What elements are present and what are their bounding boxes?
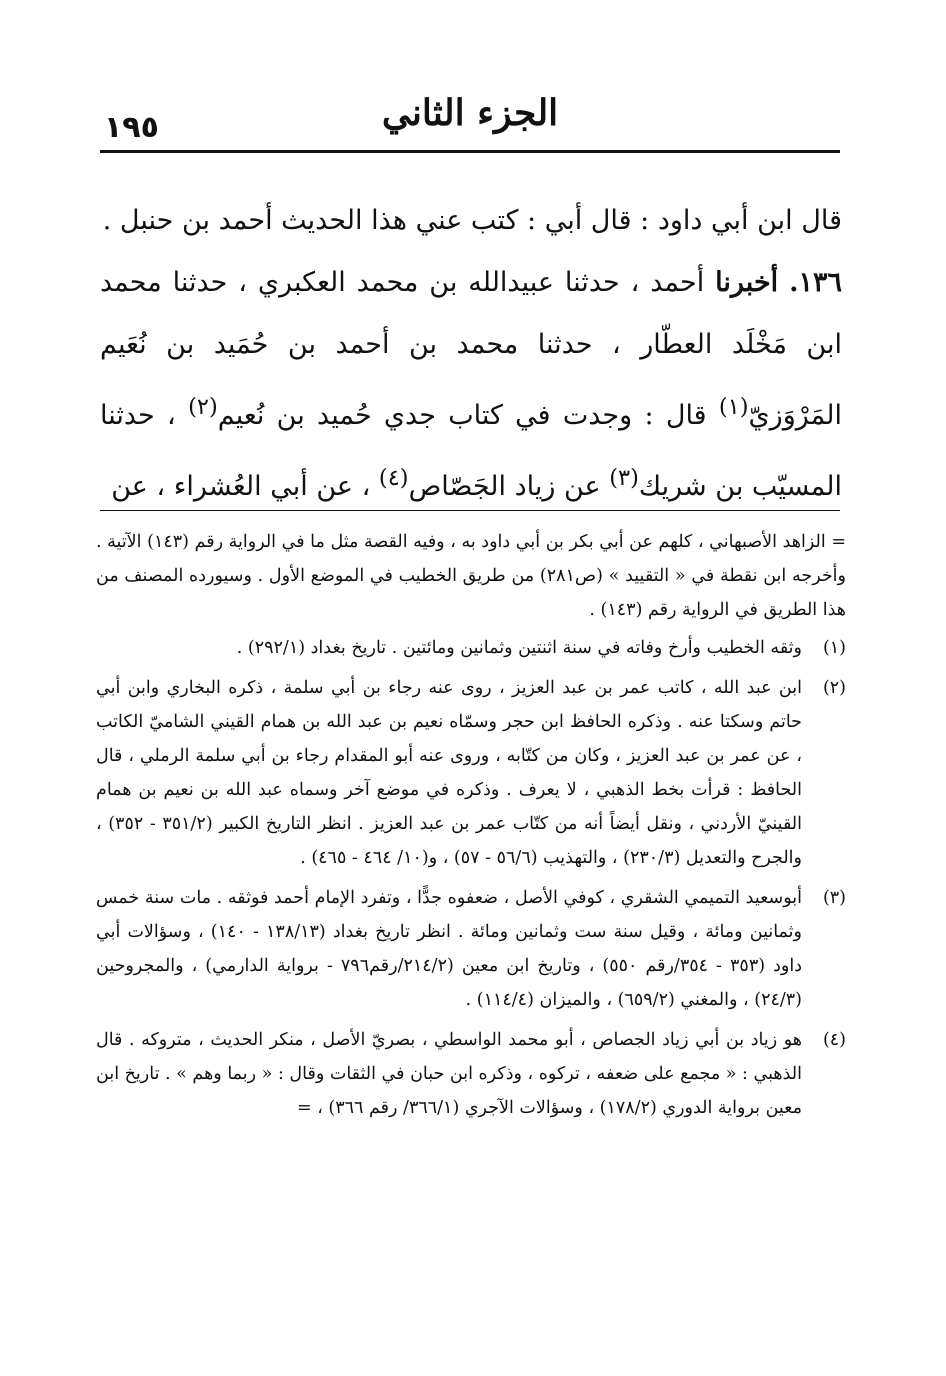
footnote-separator bbox=[100, 510, 840, 511]
page-number: ١٩٥ bbox=[104, 110, 159, 145]
footnote-label: (١) bbox=[822, 638, 846, 658]
footnote-text: هو زياد بن أبي زياد الجصاص ، أبو محمد الواسطي ، بصريّ الأصل ، منكر الحديث ، متروكه . قال الذهبي : « مجمع على ضعفه ، تركوه ، وذكره ابن حبان في الثقات وقال : « ربما وهم » . تاريخ ابن معين برواية الدوري (١٧٨/٢) ، وسؤالات الآجري (٣٦٦/١/ رقم ٣٦٦) ، = bbox=[96, 1030, 802, 1118]
main-text bbox=[100, 190, 842, 518]
footnote-ref-4: (٤) bbox=[378, 465, 409, 491]
page-header bbox=[100, 92, 840, 156]
footnote-ref-2: (٢) bbox=[188, 394, 218, 420]
isnad-text-c: ، حدثنا المسيّب بن شريك bbox=[100, 400, 842, 502]
footnote-label: (٢) bbox=[822, 678, 846, 698]
footnotes bbox=[96, 525, 846, 1131]
footnote-text: وثقه الخطيب وأرخ وفاته في سنة اثنتين وثمانين ومائتين . تاريخ بغداد (٢٩٢/١) . bbox=[236, 638, 802, 658]
isnad-text-e: ، عن أبي العُشراء ، عن bbox=[111, 471, 371, 502]
akhbarana-word: أخبرنا bbox=[715, 267, 779, 298]
footnote-4 bbox=[96, 1023, 846, 1125]
footnote-label: (٤) bbox=[822, 1030, 846, 1050]
running-title: الجزء الثاني bbox=[381, 92, 559, 134]
footnote-continuation: = الزاهد الأصبهاني ، كلهم عن أبي بكر بن أبي داود به ، وفيه القصة مثل ما في الرواية رقم (١٤٣) الآتية . وأخرجه ابن نقطة في « التقييد » (ص٢٨١) من طريق الخطيب في الموضع الأول . وسيورده المصنف من هذا الطريق في الرواية رقم (١٤٣) . bbox=[96, 532, 846, 620]
isnad-text-a: أحمد ، حدثنا عبيدالله بن محمد العكبري ، حدثنا محمد ابن مَخْلَد العطّار ، حدثنا محمد بن أحمد بن حُمَيد بن نُعَيم المَرْوَزيّ bbox=[100, 267, 842, 431]
paragraph-intro: قال ابن أبي داود : قال أبي : كتب عني هذا الحديث أحمد بن حنبل . bbox=[102, 205, 842, 236]
footnote-text: ابن عبد الله ، كاتب عمر بن عبد العزيز ، روى عنه رجاء بن أبي سلمة ، ذكره البخاري وابن أبي حاتم وسكتا عنه . وذكره الحافظ ابن حجر وسمّاه نعيم بن عبد الله بن همام القيني الشاميّ الكاتب ، عن عمر بن عبد العزيز ، وكان من كتّابه ، وروى عنه أبو المقدام رجاء بن أبي سلمة الرملي ، قال الحافظ : قرأت بخط الذهبي ، لا يعرف . وذكره في موضع آخر وسماه عبد الله بن نعيم بن همام القينيّ الأردني ، ونقل أيضاً أنه من كتّاب عمر بن عبد العزيز . انظر التاريخ الكبير (٣٥١/٢ - ٣٥٢) ، والجرح والتعديل (٢٣٠/٣) ، والتهذيب (٥٦/٦ - ٥٧) ، و(١٠/ ٤٦٤ - ٤٦٥) . bbox=[96, 678, 802, 868]
footnote-ref-3: (٣) bbox=[609, 465, 639, 491]
footnote-2 bbox=[96, 671, 846, 875]
footnote-ref-1: (١) bbox=[718, 394, 749, 420]
isnad-text-d: عن زياد الجَصّاص bbox=[408, 471, 601, 502]
header-rule bbox=[100, 150, 840, 153]
hadith-number: ١٣٦. bbox=[789, 267, 842, 298]
footnote-text: أبوسعيد التميمي الشقري ، كوفي الأصل ، ضعفوه جدًّا ، وتفرد الإمام أحمد فوثقه . مات سنة خمس وثمانين ومائة ، وقيل سنة ست وثمانين ومائة . انظر تاريخ بغداد (١٣٨/١٣ - ١٤٠) ، وسؤالات أبي داود (٣٥٣ - ٣٥٤/رقم ٥٥٠) ، وتاريخ ابن معين (٢١٤/٢/رقم٧٩٦ - برواية الدارمي) ، والمجروحين (٢٤/٣) ، والمغني (٦٥٩/٢) ، والميزان (١١٤/٤) . bbox=[96, 888, 802, 1010]
footnote-1 bbox=[96, 631, 846, 665]
footnote-3 bbox=[96, 881, 846, 1017]
hadith-paragraph bbox=[100, 252, 842, 518]
isnad-text-b: قال : وجدت في كتاب جدي حُميد بن نُعيم bbox=[217, 400, 707, 431]
footnote-label: (٣) bbox=[822, 888, 846, 908]
